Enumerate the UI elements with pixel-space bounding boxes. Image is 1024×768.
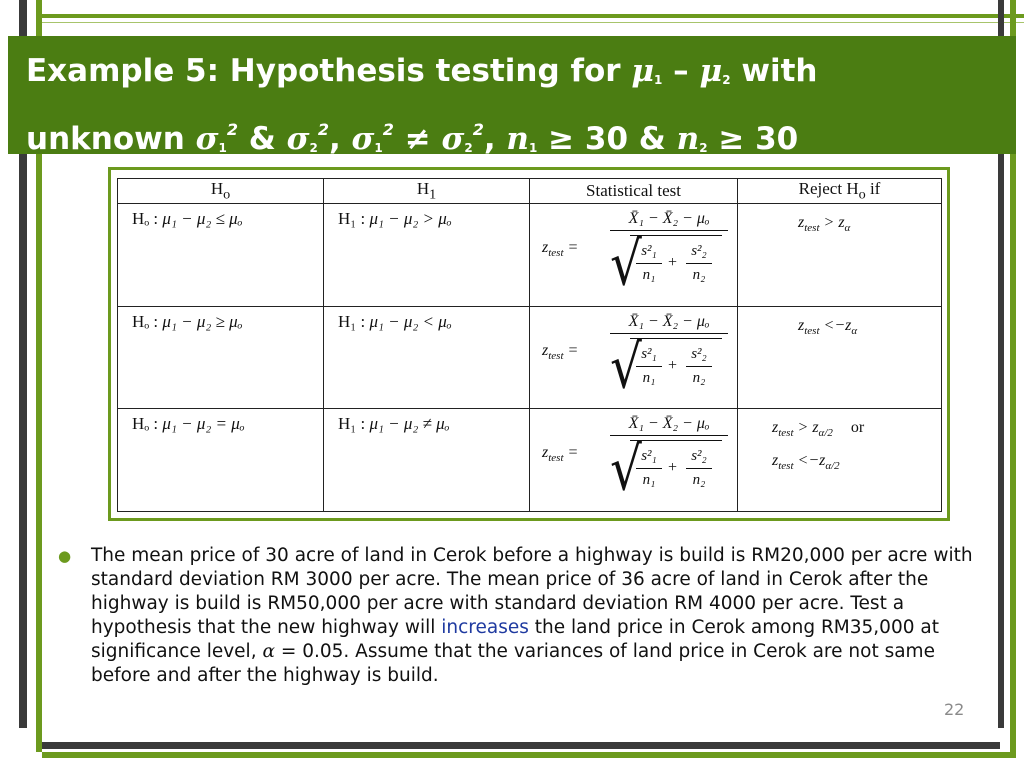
formula-numerator: X̄₁ − X̄₂ − μₒ [628,210,710,228]
test-formula-cell: $z_{test}$ = X̄₁ − X̄₂ − μₒ √ s²₁ n₁ + s²₂ n₂ [530,306,738,409]
bottom-green-rule [42,752,1016,758]
z-test-label: $z_{test}$ = [542,239,579,260]
table-header-row [118,179,942,204]
top-green-rule [42,14,1024,18]
test-formula-cell: $z_{test}$ = X̄₁ − X̄₂ − μₒ √ s²₁ n₁ + s²₂ n₂ [530,409,738,512]
header-h0: $H_o$ [118,179,324,204]
z-test-label: $z_{test}$ = [542,444,579,465]
bullet-icon: ● [58,547,72,565]
test-formula-cell: $z_{test}$ = X̄₁ − X̄₂ − μₒ √ s²₁ n₁ + s²₂ n₂ [530,204,738,307]
hypothesis-table [117,178,942,512]
z-test-label: $z_{test}$ = [542,341,579,363]
header-statistical-test: Statistical test [530,179,738,204]
table-row [118,409,942,512]
h0-cell: Hₒ : μ₁ − μ₂ ≤ μₒ [118,204,324,307]
formula-numerator: X̄₁ − X̄₂ − μₒ [628,415,710,433]
top-thin-rule [42,22,1024,23]
table-row [118,204,942,307]
sqrt-icon: √ [610,332,642,402]
title-line-2: unknown $\sigma_1^2$ & $\sigma_2^2$, $\sigma_1^2 \ne \sigma_2^2$, $n_1 \ge 30$ & $n_2 \ge 30$ [26,120,799,157]
h0-cell: Hₒ : μ₁ − μ₂ = μₒ [118,409,324,512]
page-number: 22 [944,700,965,719]
title-line-1: Example 5: Hypothesis testing for $\mu_1 - \mu_2$ with [26,53,818,89]
bottom-dark-rule [42,742,1000,749]
h0-cell: Hₒ : μ₁ − μ₂ ≥ μₒ [118,306,324,409]
highlight-word: increases [441,617,529,638]
sqrt-icon: √ [610,229,642,300]
reject-cell: $z_{test} > z_\alpha$ [738,204,942,307]
reject-cell: $z_{test} > z_{\alpha/2}$ or $z_{test} <-z_{\alpha/2}$ [738,409,942,512]
header-reject-h0: Reject $H_o$ if [738,179,942,204]
sqrt-icon: √ [610,434,642,505]
h1-cell: H₁ : μ₁ − μ₂ < μₒ [324,306,530,409]
formula-numerator: X̄₁ − X̄₂ − μₒ [628,312,710,330]
table-row [118,306,942,409]
problem-paragraph: The mean price of 30 acre of land in Cerok before a highway is build is RM20,000 per acre with standard deviation RM 3000 per acre. The mean price of 36 acre of land in Cerok after the highway is build is RM50,000 per acre with standard deviation RM 4000 per acre. Test a hypothesis that the new highway will increases the land price in Cerok among RM35,000 at significance level, α = 0.05. Assume that the variances of land price in Cerok are not same before and after the highway is build. [91,545,973,686]
hypothesis-table-frame [108,167,950,521]
h1-cell: H₁ : μ₁ − μ₂ ≠ μₒ [324,409,530,512]
slide-title [8,36,1016,157]
h1-cell: H₁ : μ₁ − μ₂ > μₒ [324,204,530,307]
reject-cell: $z_{test} <-z_\alpha$ [738,306,942,409]
header-h1: $H_1$ [324,179,530,204]
